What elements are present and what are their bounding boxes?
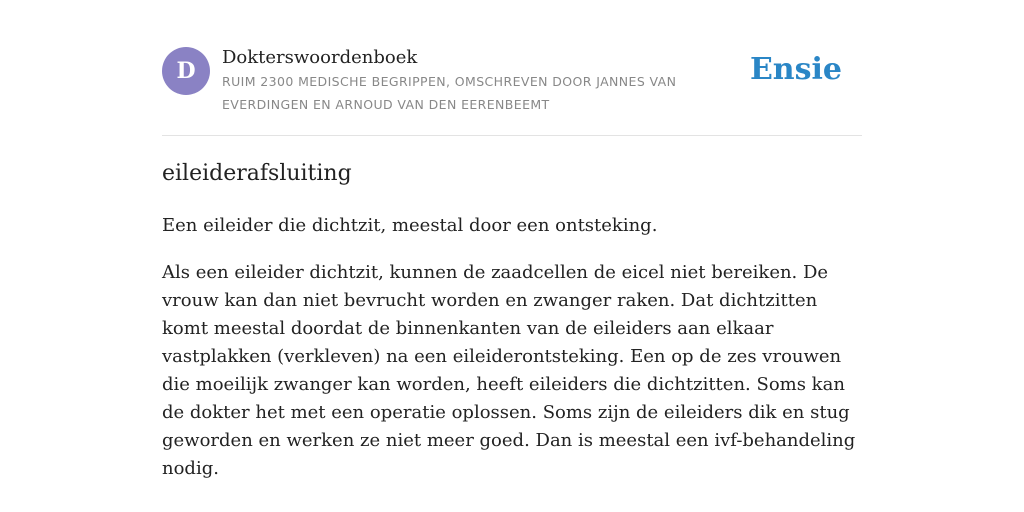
source-description: RUIM 2300 MEDISCHE BEGRIPPEN, OMSCHREVEN DOOR JANNES VAN EVERDINGEN EN ARNOUD VAN DEN EERENBEEMT [222,74,677,112]
source-info [222,44,722,116]
entry-explanation: Als een eileider dichtzit, kunnen de zaadcellen de eicel niet bereiken. De vrouw kan dan niet bevrucht worden en zwanger raken. Dat dichtzitten komt meestal doordat de binnenkanten van de eileiders aan elkaar vastplakken (verkleven) na een eileiderontsteking. Een op de zes vrouwen die moeilijk zwanger kan worden, heeft eileiders die dichtzitten. Soms kan de dokter het met een operatie oplossen. Soms zijn de eileiders dik en stug geworden en werken ze niet meer goed. Dan is meestal een ivf-behandeling nodig. [162,262,856,479]
source-name-link[interactable]: Dokterswoordenboek [222,47,418,68]
entry-definition: Een eileider die dichtzit, meestal door een ontsteking. [162,215,658,236]
source-avatar[interactable]: D [162,47,210,95]
entry-term: eileiderafsluiting [162,161,352,186]
ensie-logo[interactable]: Ensie [749,52,842,87]
source-header [162,44,862,136]
